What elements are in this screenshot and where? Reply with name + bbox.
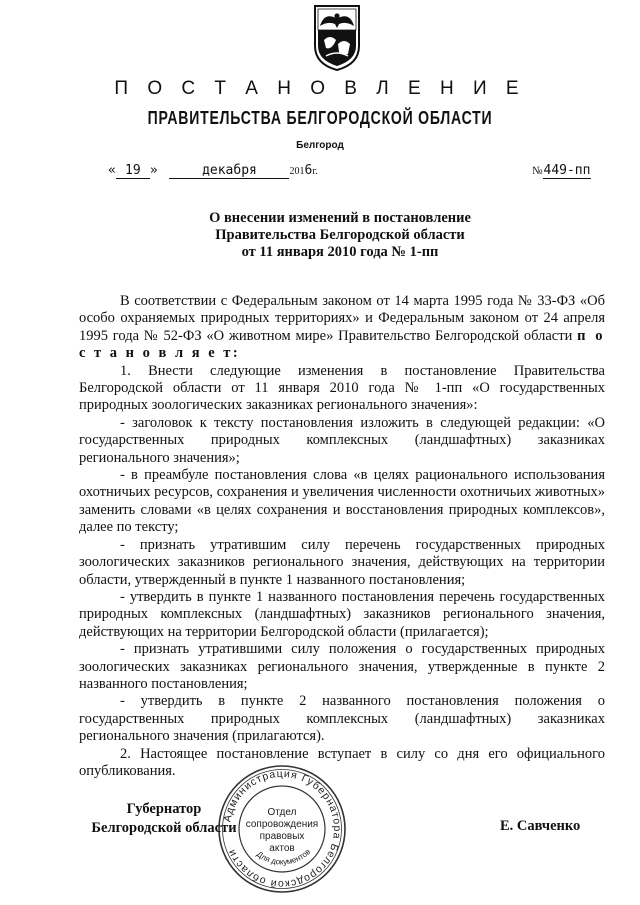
item-1-paragraph: 1. Внести следующие изменения в постановление Правительства Белгородской области от 11 января 2010 года № 1-пп «О государственных природных зоологических заказниках регионального значения»: — [79, 362, 605, 414]
decree-keyword: п о с т а н о в л я е т: — [79, 327, 606, 362]
stamp-center-line-4: актов — [269, 843, 295, 854]
date-month: декабря — [169, 163, 289, 179]
preamble-text: В соответствии с Федеральным законом от 14 марта 1995 года № 33-ФЗ «Об особо охраняемых природных территориях» и Федеральным законом от 24 апреля 1995 года № 52-ФЗ «О животном мире» Правительство Белгородской области — [79, 293, 605, 344]
heading-line-2: Правительства Белгородской области — [215, 227, 465, 243]
item-1-sub-3: - признать утратившим силу перечень государственных природных зоологических заказников регионального значения, действующих на территории области, утвержденный в пункте 1 названного постановления; — [79, 536, 605, 588]
stamp-ring-text: Администрация Губернатора Белгородской области — [221, 767, 344, 891]
stamp-center-line-3: правовых — [259, 831, 305, 842]
date-year-suffix: 6 — [304, 163, 313, 178]
signatory-name: Е. Савченко — [500, 818, 581, 834]
signatory-position-line-2: Белгородской области — [91, 820, 237, 836]
issuing-authority-title: ПРАВИТЕЛЬСТВА БЕЛГОРОДСКОЙ ОБЛАСТИ — [147, 108, 493, 128]
document-body — [79, 293, 605, 780]
item-1-sub-4: - утвердить в пункте 1 названного постановления перечень государственных природных комплексных (ландшафтных) заказников регионального значения, действующих на территории Белгородской области (прилагается); — [79, 588, 605, 640]
document-heading — [120, 210, 560, 261]
document-date — [108, 163, 318, 179]
date-day: 19 — [116, 163, 150, 179]
number-value: 449-пп — [543, 163, 591, 178]
stamp-center-line-2: сопровождения — [245, 819, 319, 830]
document-type-title: П О С Т А Н О В Л Е Н И Е — [114, 78, 526, 99]
preamble-paragraph — [79, 293, 605, 363]
heading-line-1: О внесении изменений в постановление — [209, 210, 471, 226]
signatory-position-line-1: Губернатор — [126, 801, 202, 817]
date-open-quote: « — [108, 163, 116, 178]
stamp-center-line-1: Отдел — [267, 807, 297, 818]
item-1-sub-6: - утвердить в пункте 2 названного постановления положения о государственных природных комплексных (ландшафтных) заказниках регионального значения (прилагаются). — [79, 693, 605, 745]
item-1-sub-5: - признать утратившими силу положения о государственных природных зоологических заказниках регионального значения, утвержденные в пункте 2 названного постановления; — [79, 641, 605, 692]
date-year-prefix: 201 — [289, 166, 305, 177]
stamp-ring-bottom-text: Для документов — [254, 847, 313, 867]
coat-of-arms-emblem — [312, 4, 362, 72]
item-1-sub-1: - заголовок к тексту постановления изложить в следующей редакции: «О государственных природных комплексных (ландшафтных) заказниках регионального значения»; — [79, 414, 605, 466]
date-year-mark: г. — [312, 166, 318, 177]
heading-line-3: от 11 января 2010 года № 1-пп — [241, 244, 439, 260]
city-label: Белгород — [296, 140, 344, 151]
item-1-sub-2: - в преамбуле постановления слова «в целях рационального использования охотничьих ресурсов, сохранения и увеличения численности охотничьих животных» заменить словами «в целях сохранения и восстановления природных комплексов», далее по тексту; — [79, 467, 605, 536]
signatory-position — [90, 800, 238, 838]
date-close-quote: » — [149, 163, 158, 178]
number-label: № — [532, 165, 543, 177]
document-number — [532, 163, 591, 179]
item-2-paragraph: 2. Настоящее постановление вступает в силу со дня его официального опубликования. — [79, 745, 605, 779]
